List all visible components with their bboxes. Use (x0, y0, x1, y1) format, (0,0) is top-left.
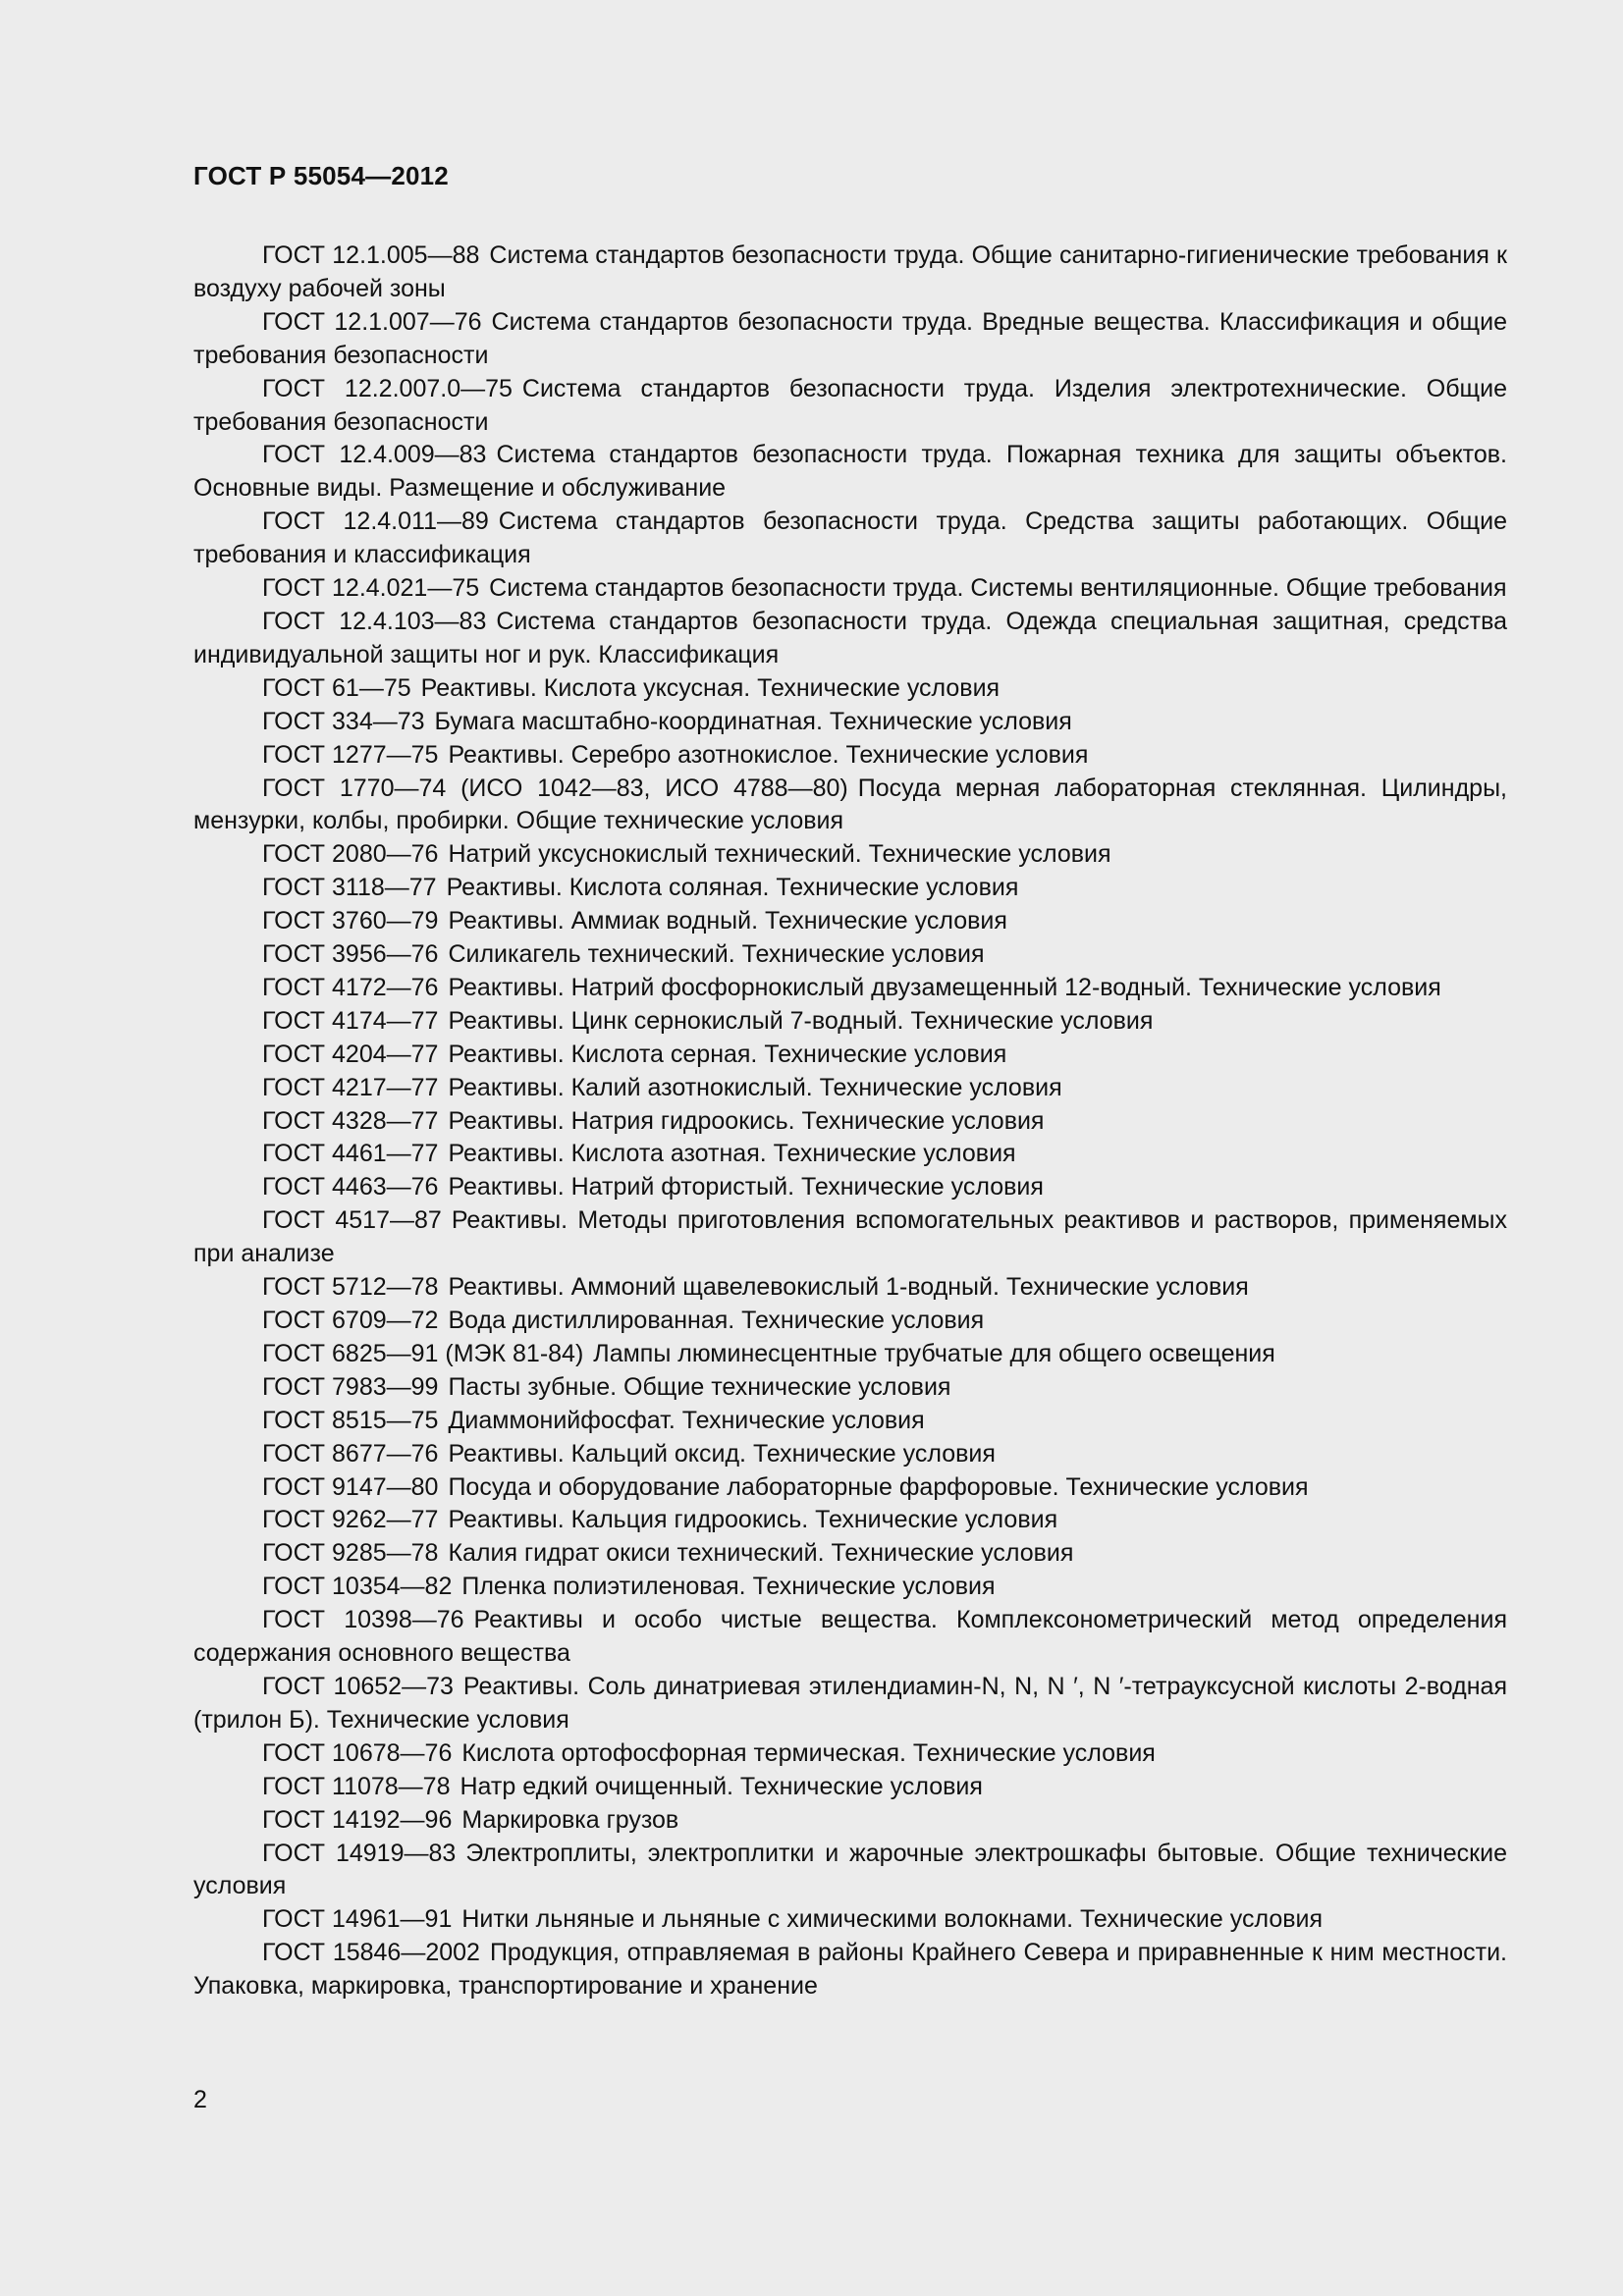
normative-references-list (193, 240, 1507, 2003)
reference-code: ГОСТ 6825—91 (МЭК 81-84) (262, 1339, 584, 1367)
reference-entry (193, 1937, 1507, 2003)
reference-entry (193, 972, 1507, 1005)
page-number: 2 (193, 2086, 207, 2113)
reference-code: ГОСТ 15846—2002 (262, 1939, 480, 1967)
reference-code: ГОСТ 334—73 (262, 707, 425, 735)
reference-code: ГОСТ 5712—78 (262, 1273, 439, 1302)
reference-entry (193, 1438, 1507, 1471)
reference-entry (193, 905, 1507, 938)
reference-entry (193, 1571, 1507, 1604)
reference-code: ГОСТ 9262—77 (262, 1506, 439, 1534)
reference-title: Система стандартов безопасности труда. Общие санитарно-гигиенические требования к воздуху рабочей зоны (193, 241, 1507, 302)
reference-title: Маркировка грузов (461, 1805, 679, 1834)
reference-code: ГОСТ 4461—77 (262, 1140, 439, 1168)
reference-code: ГОСТ 10398—76 (262, 1606, 464, 1634)
reference-entry (193, 1005, 1507, 1039)
reference-entry (193, 1504, 1507, 1537)
reference-entry (193, 1305, 1507, 1338)
reference-title: Реактивы. Аммиак водный. Технические условия (448, 907, 1007, 935)
reference-code: ГОСТ 6709—72 (262, 1307, 439, 1334)
reference-title: Электроплиты, электроплитки и жарочные электрошкафы бытовые. Общие технические условия (193, 1839, 1507, 1900)
reference-entry (193, 1039, 1507, 1072)
reference-code: ГОСТ 10354—82 (262, 1573, 453, 1601)
reference-entry (193, 739, 1507, 773)
reference-entry (193, 1371, 1507, 1405)
reference-entry (193, 1838, 1507, 1904)
reference-code: ГОСТ 12.2.007.0—75 (262, 374, 513, 402)
reference-code: ГОСТ 1770—74 (ИСО 1042—83, ИСО 4788—80) (262, 774, 848, 802)
reference-code: ГОСТ 12.4.103—83 (262, 607, 487, 635)
reference-entry (193, 572, 1507, 606)
reference-code: ГОСТ 14919—83 (262, 1839, 457, 1867)
reference-title: Вода дистиллированная. Технические условия (448, 1307, 985, 1334)
reference-title: Посуда мерная лабораторная стеклянная. Цилиндры, мензурки, колбы, пробирки. Общие технические условия (193, 774, 1507, 835)
reference-entry (193, 1537, 1507, 1571)
reference-entry (193, 672, 1507, 706)
reference-title: Реактивы. Цинк сернокислый 7-водный. Технические условия (448, 1006, 1154, 1035)
reference-title: Посуда и оборудование лабораторные фарфоровые. Технические условия (448, 1472, 1309, 1501)
reference-entry (193, 1903, 1507, 1937)
reference-code: ГОСТ 1277—75 (262, 740, 439, 769)
reference-title: Реактивы. Кислота уксусная. Технические условия (420, 673, 1001, 702)
reference-title: Кислота ортофосфорная термическая. Технические условия (461, 1738, 1156, 1767)
reference-entry (193, 773, 1507, 839)
reference-entry (193, 1338, 1507, 1371)
reference-code: ГОСТ 14961—91 (262, 1905, 453, 1934)
reference-title: Реактивы. Кислота серная. Технические условия (448, 1040, 1007, 1068)
document-header: ГОСТ Р 55054—2012 (193, 161, 449, 190)
reference-code: ГОСТ 3118—77 (262, 874, 437, 902)
reference-code: ГОСТ 4517—87 (262, 1206, 442, 1235)
reference-entry (193, 1804, 1507, 1838)
reference-title: Диаммонийфосфат. Технические условия (448, 1406, 925, 1434)
reference-title: Бумага масштабно-координатная. Технические условия (434, 707, 1072, 735)
reference-title: Система стандартов безопасности труда. Одежда специальная защитная, средства индивидуальной защиты ног и рук. Классификация (193, 607, 1507, 668)
reference-title: Калия гидрат окиси технический. Технические условия (448, 1539, 1074, 1568)
reference-title: Нитки льняные и льняные с химическими волокнами. Технические условия (461, 1905, 1324, 1934)
reference-code: ГОСТ 7983—99 (262, 1372, 439, 1401)
reference-code: ГОСТ 4172—76 (262, 973, 439, 1001)
reference-title: Реактивы. Калий азотнокислый. Технические условия (448, 1073, 1062, 1101)
reference-entry (193, 240, 1507, 306)
reference-title: Реактивы. Кальций оксид. Технические условия (448, 1439, 996, 1468)
reference-entry (193, 1105, 1507, 1139)
reference-code: ГОСТ 2080—76 (262, 840, 439, 869)
reference-title: Натрий уксуснокислый технический. Технические условия (448, 840, 1111, 869)
reference-code: ГОСТ 12.4.009—83 (262, 441, 487, 469)
reference-code: ГОСТ 4463—76 (262, 1173, 439, 1201)
reference-title: Продукция, отправляемая в районы Крайнего Севера и приравненные к ним местности. Упаковка, маркировка, транспортирование и хранение (193, 1939, 1507, 2001)
reference-entry (193, 838, 1507, 872)
reference-entry (193, 1737, 1507, 1771)
reference-code: ГОСТ 12.1.005—88 (262, 241, 480, 269)
reference-entry (193, 1138, 1507, 1171)
reference-entry (193, 1171, 1507, 1204)
reference-entry (193, 1072, 1507, 1105)
reference-title: Лампы люминесцентные трубчатые для общего освещения (593, 1339, 1275, 1367)
reference-code: ГОСТ 12.4.021—75 (262, 574, 480, 603)
reference-code: ГОСТ 4328—77 (262, 1106, 439, 1135)
reference-code: ГОСТ 3956—76 (262, 940, 439, 969)
reference-entry (193, 1604, 1507, 1671)
reference-code: ГОСТ 4217—77 (262, 1073, 439, 1101)
reference-entry (193, 1471, 1507, 1505)
reference-title: Реактивы. Методы приготовления вспомогательных реактивов и растворов, применяемых при анализе (193, 1206, 1507, 1268)
reference-entry (193, 373, 1507, 440)
reference-entry (193, 1771, 1507, 1804)
reference-title: Система стандартов безопасности труда. Пожарная техника для защиты объектов. Основные виды. Размещение и обслуживание (193, 441, 1507, 503)
reference-entry (193, 706, 1507, 739)
reference-title: Реактивы. Кислота азотная. Технические условия (448, 1140, 1016, 1168)
reference-code: ГОСТ 10678—76 (262, 1738, 453, 1767)
reference-title: Реактивы. Кальция гидроокись. Технические условия (448, 1506, 1058, 1534)
reference-title: Система стандартов безопасности труда. Вредные вещества. Классификация и общие требования безопасности (193, 307, 1507, 369)
reference-code: ГОСТ 8515—75 (262, 1406, 439, 1434)
reference-title: Натр едкий очищенный. Технические условия (460, 1772, 983, 1800)
reference-code: ГОСТ 12.4.011—89 (262, 507, 489, 536)
reference-entry (193, 306, 1507, 373)
reference-entry (193, 1204, 1507, 1271)
reference-code: ГОСТ 12.1.007—76 (262, 307, 482, 336)
reference-entry (193, 872, 1507, 905)
reference-title: Реактивы. Соль динатриевая этилендиамин-N, N, N ′, N ′-тетрауксусной кислоты 2-водная (трилон Б). Технические условия (193, 1672, 1507, 1734)
reference-code: ГОСТ 3760—79 (262, 907, 439, 935)
reference-entry (193, 938, 1507, 972)
reference-code: ГОСТ 9147—80 (262, 1472, 439, 1501)
reference-title: Реактивы. Натрий фтористый. Технические условия (448, 1173, 1044, 1201)
reference-code: ГОСТ 9285—78 (262, 1539, 439, 1568)
reference-entry (193, 606, 1507, 672)
reference-code: ГОСТ 14192—96 (262, 1805, 453, 1834)
reference-entry (193, 439, 1507, 506)
reference-title: Система стандартов безопасности труда. Средства защиты работающих. Общие требования и классификация (193, 507, 1507, 569)
reference-title: Реактивы и особо чистые вещества. Комплексонометрический метод определения содержания основного вещества (193, 1606, 1507, 1668)
reference-title: Пленка полиэтиленовая. Технические условия (461, 1573, 996, 1601)
reference-title: Реактивы. Аммоний щавелевокислый 1-водный. Технические условия (448, 1273, 1249, 1302)
reference-title: Реактивы. Кислота соляная. Технические условия (446, 874, 1019, 902)
reference-code: ГОСТ 4204—77 (262, 1040, 439, 1068)
reference-title: Система стандартов безопасности труда. Изделия электротехнические. Общие требования безопасности (193, 374, 1507, 436)
reference-code: ГОСТ 10652—73 (262, 1672, 454, 1700)
reference-entry (193, 1271, 1507, 1305)
reference-code: ГОСТ 61—75 (262, 673, 411, 702)
reference-title: Пасты зубные. Общие технические условия (448, 1372, 951, 1401)
reference-title: Реактивы. Натрий фосфорнокислый двузамещенный 12-водный. Технические условия (448, 973, 1441, 1001)
reference-title: Силикагель технический. Технические условия (448, 940, 985, 969)
reference-entry (193, 1405, 1507, 1438)
reference-title: Реактивы. Натрия гидроокись. Технические условия (448, 1106, 1045, 1135)
reference-code: ГОСТ 8677—76 (262, 1439, 439, 1468)
reference-entry (193, 1671, 1507, 1737)
reference-entry (193, 506, 1507, 572)
reference-code: ГОСТ 11078—78 (262, 1772, 451, 1800)
reference-title: Реактивы. Серебро азотнокислое. Технические условия (448, 740, 1089, 769)
reference-title: Система стандартов безопасности труда. Системы вентиляционные. Общие требования (489, 574, 1507, 603)
reference-code: ГОСТ 4174—77 (262, 1006, 439, 1035)
